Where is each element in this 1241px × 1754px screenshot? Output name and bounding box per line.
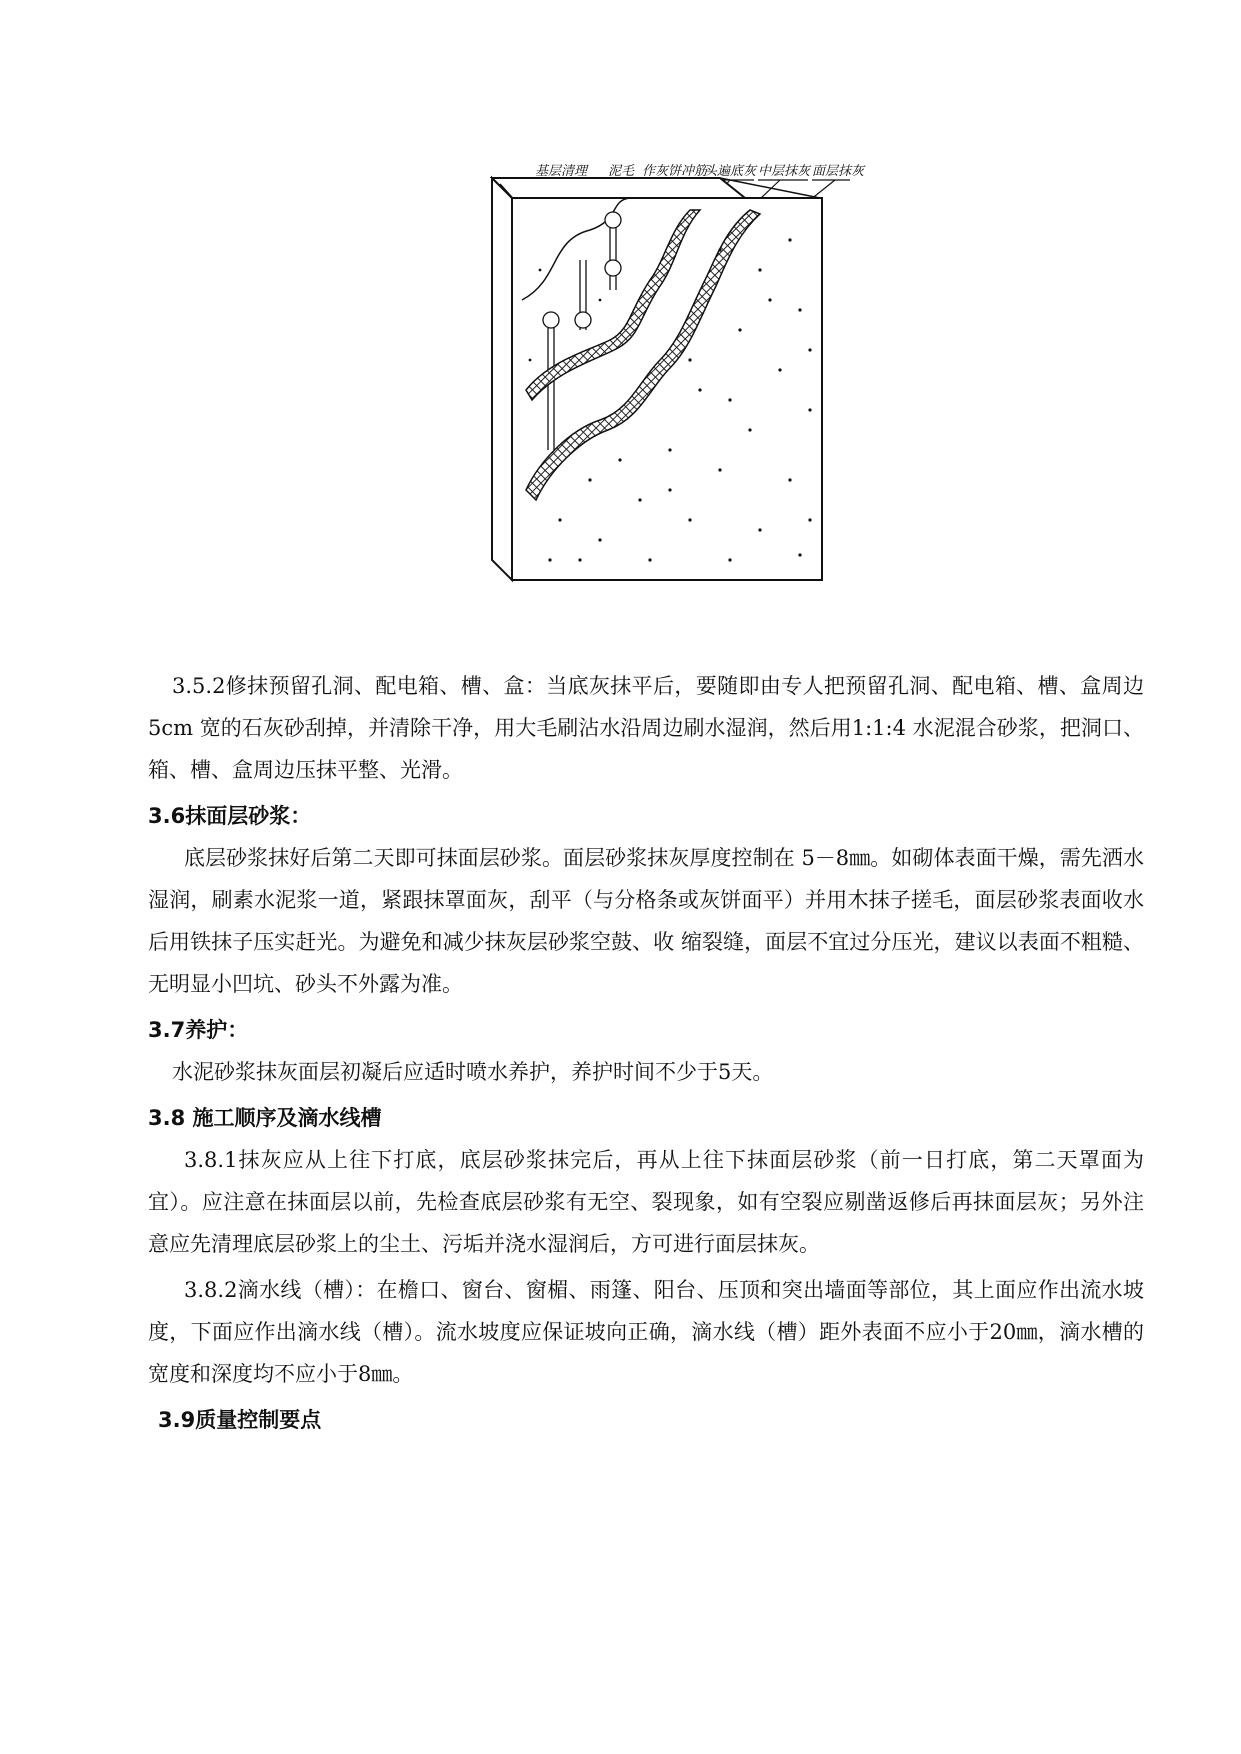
figure-label-middle-coat: 中层抹灰	[758, 164, 811, 179]
figure-label-base-cleaning: 基层清理	[535, 164, 588, 179]
document-body	[148, 665, 1144, 1441]
heading-3-7: 3.7养护：	[148, 1018, 249, 1042]
paragraph-3-5-2: 3.5.2修抹预留孔洞、配电箱、槽、盒：当底灰抹平后，要随即由专人把预留孔洞、配电箱、槽、盒周边5cm 宽的石灰砂刮掉，并清除干净，用大毛刷沾水沿周边刷水湿润，然后用1:1:4 水泥混合砂浆，把洞口、箱、槽、盒周边压抹平整、光滑。	[148, 674, 1144, 782]
plaster-layer-diagram	[490, 160, 865, 650]
paragraph-3-7: 水泥砂浆抹灰面层初凝后应适时喷水养护，养护时间不少于5天。	[172, 1060, 774, 1084]
figure-label-rough: 泥毛	[608, 164, 635, 179]
heading-3-9: 3.9质量控制要点	[158, 1408, 322, 1432]
paragraph-3-8-1: 3.8.1抹灰应从上往下打底，底层砂浆抹完后，再从上往下抹面层砂浆（前一日打底，第二天罩面为宜）。应注意在抹面层以前，先检查底层砂浆有无空、裂现象，如有空裂应剔凿返修后再抹面层灰；另外注意应先清理底层砂浆上的尘土、污垢并浇水湿润后，方可进行面层抹灰。	[148, 1148, 1144, 1256]
figure-label-finish-coat: 面层抹灰	[812, 164, 865, 179]
plaster-layer-drawing	[490, 160, 850, 650]
heading-3-8: 3.8 施工顺序及滴水线槽	[148, 1106, 382, 1130]
paragraph-3-8-2: 3.8.2滴水线（槽）：在檐口、窗台、窗楣、雨篷、阳台、压顶和突出墙面等部位，其上面应作出流水坡度，下面应作出滴水线（槽）。流水坡度应保证坡向正确，滴水线（槽）距外表面不应小于20㎜，滴水槽的宽度和深度均不应小于8㎜。	[148, 1278, 1144, 1386]
figure-label-screed: 作灰饼冲筋	[642, 164, 708, 179]
figure-label-first-coat: 头遍底灰	[704, 164, 757, 179]
paragraph-3-6: 底层砂浆抹好后第二天即可抹面层砂浆。面层砂浆抹灰厚度控制在 5－8㎜。如砌体表面干燥，需先洒水湿润，刷素水泥浆一道，紧跟抹罩面灰，刮平（与分格条或灰饼面平）并用木抹子搓毛，面层砂浆表面收水后用铁抹子压实赶光。为避免和减少抹灰层砂浆空鼓、收 缩裂缝，面层不宜过分压光，建议以表面不粗糙、无明显小凹坑、砂头不外露为准。	[148, 846, 1144, 996]
heading-3-6: 3.6抹面层砂浆：	[148, 804, 312, 828]
